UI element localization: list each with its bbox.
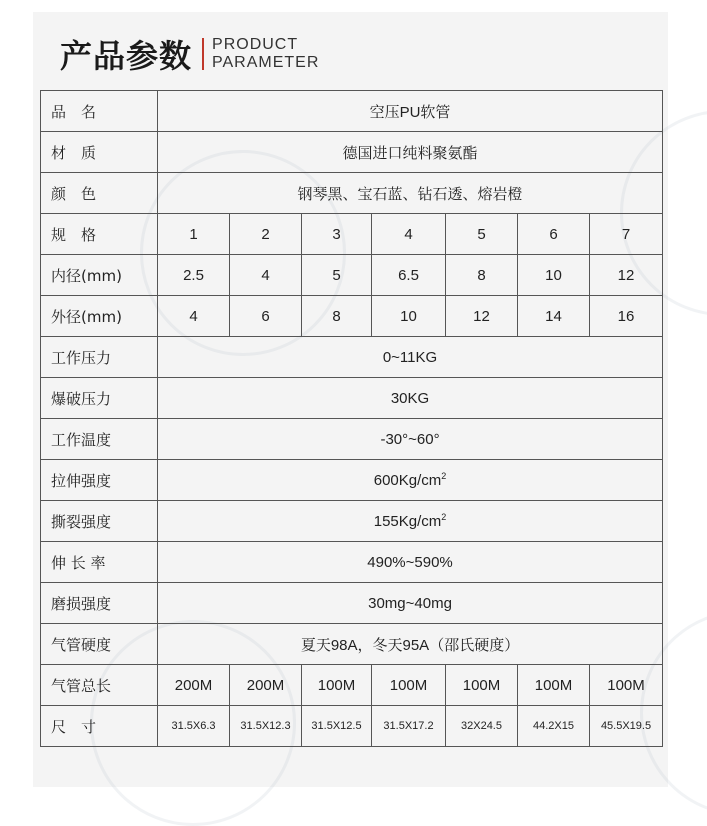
table-cell: 16 [590, 296, 663, 337]
table-cell: 31.5X17.2 [372, 706, 446, 747]
row-label: 品 名 [41, 91, 158, 132]
table-row [41, 378, 663, 419]
row-value-text: 空压PU软管 [369, 103, 451, 121]
table-row [41, 173, 663, 214]
row-value-text: 德国进口纯料聚氨酯 [342, 144, 478, 162]
table-row [41, 624, 663, 665]
row-value [158, 91, 663, 132]
table-cell: 100M [302, 665, 372, 706]
table-cell: 4 [158, 296, 230, 337]
table-cell: 100M [372, 665, 446, 706]
row-value [158, 173, 663, 214]
row-value [158, 624, 663, 665]
row-value-text: 490%~590% [367, 553, 453, 571]
row-value-text: 夏天98A，冬天95A（邵氏硬度） [300, 636, 520, 654]
table-cell: 5 [446, 214, 518, 255]
row-label: 工作温度 [41, 419, 158, 460]
row-label: 拉伸强度 [41, 460, 158, 501]
table-cell: 6 [518, 214, 590, 255]
table-cell: 200M [158, 665, 230, 706]
table-row [41, 91, 663, 132]
row-label: 爆破压力 [41, 378, 158, 419]
table-cell: 12 [590, 255, 663, 296]
superscript: 2 [441, 471, 447, 481]
row-label: 气管总长 [41, 665, 158, 706]
row-value [158, 337, 663, 378]
row-value [158, 501, 663, 542]
row-value-text: -30°~60° [380, 430, 440, 448]
row-label: 内径(mm) [41, 255, 158, 296]
row-label: 尺 寸 [41, 706, 158, 747]
table-cell: 8 [302, 296, 372, 337]
table-cell: 2 [230, 214, 302, 255]
table-cell: 5 [302, 255, 372, 296]
table-cell: 6 [230, 296, 302, 337]
row-label: 外径(mm) [41, 296, 158, 337]
table-cell: 7 [590, 214, 663, 255]
table-cell: 10 [372, 296, 446, 337]
title-english [212, 36, 319, 72]
table-cell: 6.5 [372, 255, 446, 296]
page-header [60, 30, 319, 78]
row-value [158, 542, 663, 583]
title-english-line1: PRODUCT [212, 36, 299, 53]
table-cell: 31.5X12.5 [302, 706, 372, 747]
table-row [41, 419, 663, 460]
row-value-text: 30KG [390, 389, 430, 407]
row-value [158, 460, 663, 501]
table-cell: 2.5 [158, 255, 230, 296]
table-row [41, 296, 663, 337]
row-value [158, 419, 663, 460]
table-cell: 100M [446, 665, 518, 706]
table-row [41, 665, 663, 706]
table-cell: 31.5X6.3 [158, 706, 230, 747]
table-cell: 4 [230, 255, 302, 296]
table-row [41, 255, 663, 296]
table-row [41, 460, 663, 501]
table-cell: 32X24.5 [446, 706, 518, 747]
table-cell: 1 [158, 214, 230, 255]
row-value-text: 0~11KG [382, 348, 438, 366]
superscript: 2 [441, 512, 447, 522]
row-label: 磨损强度 [41, 583, 158, 624]
row-value [158, 378, 663, 419]
row-value [158, 132, 663, 173]
row-value-text: 155Kg/cm [373, 513, 442, 530]
row-label: 材 质 [41, 132, 158, 173]
table-cell: 100M [590, 665, 663, 706]
table-cell: 10 [518, 255, 590, 296]
table-row [41, 214, 663, 255]
row-label: 颜 色 [41, 173, 158, 214]
table-row [41, 501, 663, 542]
table-cell: 8 [446, 255, 518, 296]
table-cell: 3 [302, 214, 372, 255]
table-cell: 4 [372, 214, 446, 255]
row-value [158, 583, 663, 624]
table-row [41, 706, 663, 747]
row-value-text: 600Kg/cm [373, 472, 442, 489]
table-cell: 45.5X19.5 [590, 706, 663, 747]
row-value-text: 30mg~40mg [368, 594, 452, 612]
row-label: 工作压力 [41, 337, 158, 378]
table-row [41, 583, 663, 624]
table-row [41, 542, 663, 583]
row-label: 伸 长 率 [41, 542, 158, 583]
title-divider [202, 38, 204, 70]
table-cell: 200M [230, 665, 302, 706]
table-row [41, 337, 663, 378]
table-cell: 14 [518, 296, 590, 337]
row-label: 撕裂强度 [41, 501, 158, 542]
table-cell: 100M [518, 665, 590, 706]
row-label: 气管硬度 [41, 624, 158, 665]
table-row [41, 132, 663, 173]
row-value-text: 钢琴黑、宝石蓝、钻石透、熔岩橙 [297, 185, 523, 203]
title-chinese: 产品参数 [60, 37, 193, 75]
title-english-line2: PARAMETER [212, 54, 320, 71]
table-cell: 12 [446, 296, 518, 337]
table-cell: 44.2X15 [518, 706, 590, 747]
table-cell: 31.5X12.3 [230, 706, 302, 747]
spec-table [40, 90, 663, 747]
row-label: 规 格 [41, 214, 158, 255]
